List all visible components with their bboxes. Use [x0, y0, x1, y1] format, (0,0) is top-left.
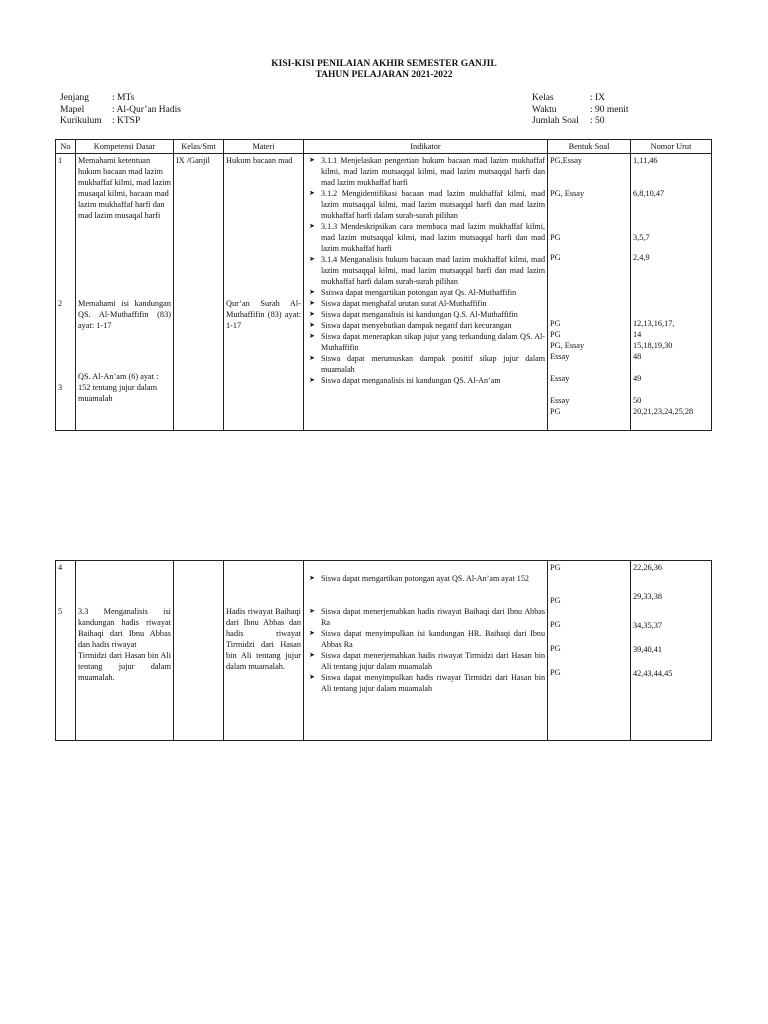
- arrow-bullet-icon: ➤: [309, 673, 315, 681]
- header-kompetensi-dasar: Kompetensi Dasar: [76, 140, 174, 154]
- bentuk-15: PG: [550, 644, 561, 653]
- kompetensi-1: Memahami ketentuan hukum bacaan mad lazim mukhaffaf kilmi, mad lazim musaqal kilmi, bacaan mad lazim mukhaffaf harfi dan mad lazim musaqal harfi: [78, 156, 174, 220]
- header-nomor-urut: Nomor Urut: [631, 140, 712, 154]
- arrow-bullet-icon: ➤: [309, 156, 315, 164]
- indikator-item: ➤ Siswa dapat menganalisis isi kandungan Q.S. Al-Muthaffifin: [306, 309, 545, 320]
- meta-key-kelas: Kelas: [532, 93, 554, 103]
- indikator-cell: [304, 561, 548, 741]
- kisi-table-2: [55, 560, 712, 741]
- meta-value-mapel: : Al-Qur’an Hadis: [112, 104, 181, 115]
- table-header-row: [56, 140, 712, 154]
- nomor-2: 6,8,10,47: [633, 189, 665, 198]
- arrow-bullet-icon: ➤: [309, 574, 315, 582]
- table-row: [56, 561, 712, 741]
- bentuk-4: PG: [550, 253, 561, 262]
- document-title: KISI-KISI PENILAIAN AKHIR SEMESTER GANJIL: [271, 59, 497, 69]
- materi-cell: [224, 561, 304, 741]
- indikator-item: ➤ 3.1.2 Mengidentifikasi bacaan mad lazim mukhaffaf kilmi, mad lazim mutsaqqal kilmi, mad lazim mutsaqqal harfi dan mad lazim mukhaffaf harfi dalam surah-surah pilihan: [306, 188, 545, 221]
- indikator-item: ➤ Siswa dapat menyimpulkan hadis riwayat Tirmidzi dari Hasan bin Ali tentang jujur dalam muamalah: [306, 672, 545, 694]
- nomor-13: 29,33,38: [633, 592, 663, 601]
- indikator-item: ➤ Siswa dapat mengartikan potongan ayat QS. Al-An’am ayat 152: [306, 573, 545, 606]
- row-no-5: 5: [58, 607, 63, 616]
- indikator-item: ➤ Siswa dapat menyimpulkan isi kandungan HR. Baihaqi dari Ibnu Abbas Ra: [306, 628, 545, 650]
- kompetensi-cell: [76, 561, 174, 741]
- kelas-cell: [174, 154, 224, 431]
- arrow-bullet-icon: ➤: [309, 189, 315, 197]
- meta-right: [532, 93, 629, 128]
- bentuk-soal-cell: [548, 561, 631, 741]
- table-row: [56, 154, 712, 431]
- indikator-cell: [304, 154, 548, 431]
- header-kelas-smt: Kelas/Smt: [174, 140, 224, 154]
- nomor-9: 49: [633, 374, 642, 383]
- no-cell: [56, 154, 76, 431]
- indikator-item: ➤ Siswa dapat menerjemahkan hadis riwayat Tirmidzi dari Hasan bin Ali tentang jujur dalam muamalah: [306, 650, 545, 672]
- kelas-value: IX /Ganjil: [176, 156, 210, 165]
- kisi-table-1: [55, 139, 712, 431]
- materi-2: Qur’an Surah Al-Muthaffifin (83) ayat: 1-17: [226, 299, 304, 330]
- meta-key-waktu: Waktu: [532, 104, 557, 115]
- bentuk-13: PG: [550, 596, 561, 605]
- bentuk-14: PG: [550, 620, 561, 629]
- indikator-item: ➤ Ssiswa dapat mengartikan potongan ayat Qs. Al-Muthaffifin: [306, 287, 545, 298]
- bentuk-11: PG: [550, 407, 561, 416]
- kompetensi-4: 3.3 Menganalisis isi kandungan hadis riwayat Baihaqi dari Ibnu Abbas dan hadis riwayat: [78, 607, 174, 649]
- nomor-12: 22,26,36: [633, 563, 663, 572]
- arrow-bullet-icon: ➤: [309, 651, 315, 659]
- arrow-bullet-icon: ➤: [309, 255, 315, 263]
- indikator-item: ➤ 3.1.1 Menjelaskan pengertian hukum bacaan mad lazim mukhaffaf kilmi, mad lazim mutsaqqal kilmi, mad lazim mutsaqqal harfi dan mad lazim mukhaffaf harfi: [306, 155, 545, 188]
- indikator-item: ➤ Siswa dapat menerapkan sikap jujur yang terkandung dalam QS. Al-Muthaffifin: [306, 331, 545, 353]
- kompetensi-5: Tirmidzi dari Hasan bin Ali tentang jujur dalam muamalah.: [78, 651, 174, 682]
- arrow-bullet-icon: ➤: [309, 310, 315, 318]
- bentuk-12: PG: [550, 563, 561, 572]
- bentuk-8: Essay: [550, 352, 570, 361]
- header-no: No: [56, 140, 76, 154]
- arrow-bullet-icon: ➤: [309, 222, 315, 230]
- materi-3: Hadis riwayat Baihaqi dari Ibnu Abbas dan hadis riwayat Tirmidzi dari Hasan bin Ali tentang jujur dalam muamalah.: [226, 607, 304, 671]
- meta-key-jenjang: Jenjang: [60, 93, 90, 103]
- meta-value-jumlah-soal: : 50: [590, 116, 605, 126]
- indikator-item: ➤ Siswa dapat merumuskan dampak positif sikap jujur dalam muamalah: [306, 353, 545, 375]
- meta-key-mapel: Mapel: [60, 104, 85, 115]
- no-cell: [56, 561, 76, 741]
- kompetensi-cell: [76, 154, 174, 431]
- header-bentuk-soal: Bentuk Soal: [548, 140, 631, 154]
- nomor-10: 50: [633, 396, 642, 405]
- bentuk-2: PG, Essay: [550, 189, 585, 198]
- nomor-7: 15,18,19,30: [633, 341, 673, 350]
- bentuk-6: PG: [550, 330, 561, 339]
- nomor-16: 42,43,44,45: [633, 669, 673, 678]
- indikator-item: ➤ Siswa dapat menganalisis isi kandungan QS. Al-An’am: [306, 375, 545, 386]
- kompetensi-2: Memahami isi kandungan QS. Al-Muthaffifin (83) ayat: 1-17: [78, 299, 174, 330]
- meta-value-waktu: : 90 menit: [590, 104, 629, 115]
- arrow-bullet-icon: ➤: [309, 376, 315, 384]
- bentuk-10: Essay: [550, 396, 570, 405]
- meta-key-kurikulum: Kurikulum: [60, 116, 102, 126]
- nomor-4: 2,4,9: [633, 253, 650, 262]
- arrow-bullet-icon: ➤: [309, 354, 315, 362]
- materi-1: Hukum bacaan mad: [226, 156, 293, 165]
- meta-value-jenjang: : MTs: [112, 93, 135, 103]
- bentuk-soal-cell: [548, 154, 631, 431]
- nomor-6: 14: [633, 330, 642, 339]
- bentuk-3: PG: [550, 233, 561, 242]
- indikator-item: ➤ Siswa dapat menyebutkan dampak negatif dari kecurangan: [306, 320, 545, 331]
- indikator-item: ➤ 3.1.4 Menganalisis hukum bacaan mad lazim mukhaffaf kilmi, mad lazim mutsaqqal kilmi, mad lazim mutsaqqal harfi dan mad lazim mukhaffaf harfi dalam surah-surah pilihan: [306, 254, 545, 287]
- arrow-bullet-icon: ➤: [309, 332, 315, 340]
- header-materi: Materi: [224, 140, 304, 154]
- nomor-15: 39,40,41: [633, 645, 663, 654]
- bentuk-1: PG,Essay: [550, 156, 583, 165]
- row-no-3: 3: [58, 383, 63, 392]
- nomor-3: 3,5,7: [633, 233, 650, 242]
- nomor-8: 48: [633, 352, 642, 361]
- meta-value-kurikulum: : KTSP: [112, 116, 141, 126]
- nomor-5: 12,13,16,17,: [633, 319, 675, 328]
- bentuk-9: Essay: [550, 374, 570, 383]
- meta-key-jumlah-soal: Jumlah Soal: [532, 116, 579, 126]
- row-no-4: 4: [58, 563, 63, 572]
- indikator-item: ➤ Siswa dapat menerjemahkan hadis riwayat Baihaqi dari Ibnu Abbas Ra: [306, 606, 545, 628]
- bentuk-5: PG: [550, 319, 561, 328]
- arrow-bullet-icon: ➤: [309, 288, 315, 296]
- nomor-14: 34,35,37: [633, 621, 663, 630]
- nomor-1: 1,11,46: [633, 156, 658, 165]
- document-subtitle: TAHUN PELAJARAN 2021-2022: [315, 70, 453, 80]
- kelas-cell: [174, 561, 224, 741]
- row-no-1: 1: [58, 156, 63, 165]
- kompetensi-3: QS. Al-An’am (6) ayat : 152 tentang jujur dalam muamalah: [78, 372, 161, 403]
- header-indikator: Indikator: [304, 140, 548, 154]
- nomor-11: 20,21,23,24,25,28: [633, 407, 694, 416]
- meta-value-kelas: : IX: [590, 93, 606, 103]
- indikator-item: ➤ 3.1.3 Mendeskripsikan cara membaca mad lazim mukhaffaf kilmi, mad lazim mutsaqqal kilmi, mad lazim mutsaqqal harfi dan mad lazim mukhaffaf harfi: [306, 221, 545, 254]
- meta-left: [60, 93, 181, 128]
- arrow-bullet-icon: ➤: [309, 607, 315, 615]
- arrow-bullet-icon: ➤: [309, 321, 315, 329]
- arrow-bullet-icon: ➤: [309, 629, 315, 637]
- materi-cell: [224, 154, 304, 431]
- nomor-urut-cell: [631, 154, 712, 431]
- nomor-urut-cell: [631, 561, 712, 741]
- bentuk-16: PG: [550, 668, 561, 677]
- indikator-item: ➤ Siswa dapat menghafal urutan surat Al-Muthaffifin: [306, 298, 545, 309]
- arrow-bullet-icon: ➤: [309, 299, 315, 307]
- bentuk-7: PG, Essay: [550, 341, 585, 350]
- row-no-2: 2: [58, 299, 63, 308]
